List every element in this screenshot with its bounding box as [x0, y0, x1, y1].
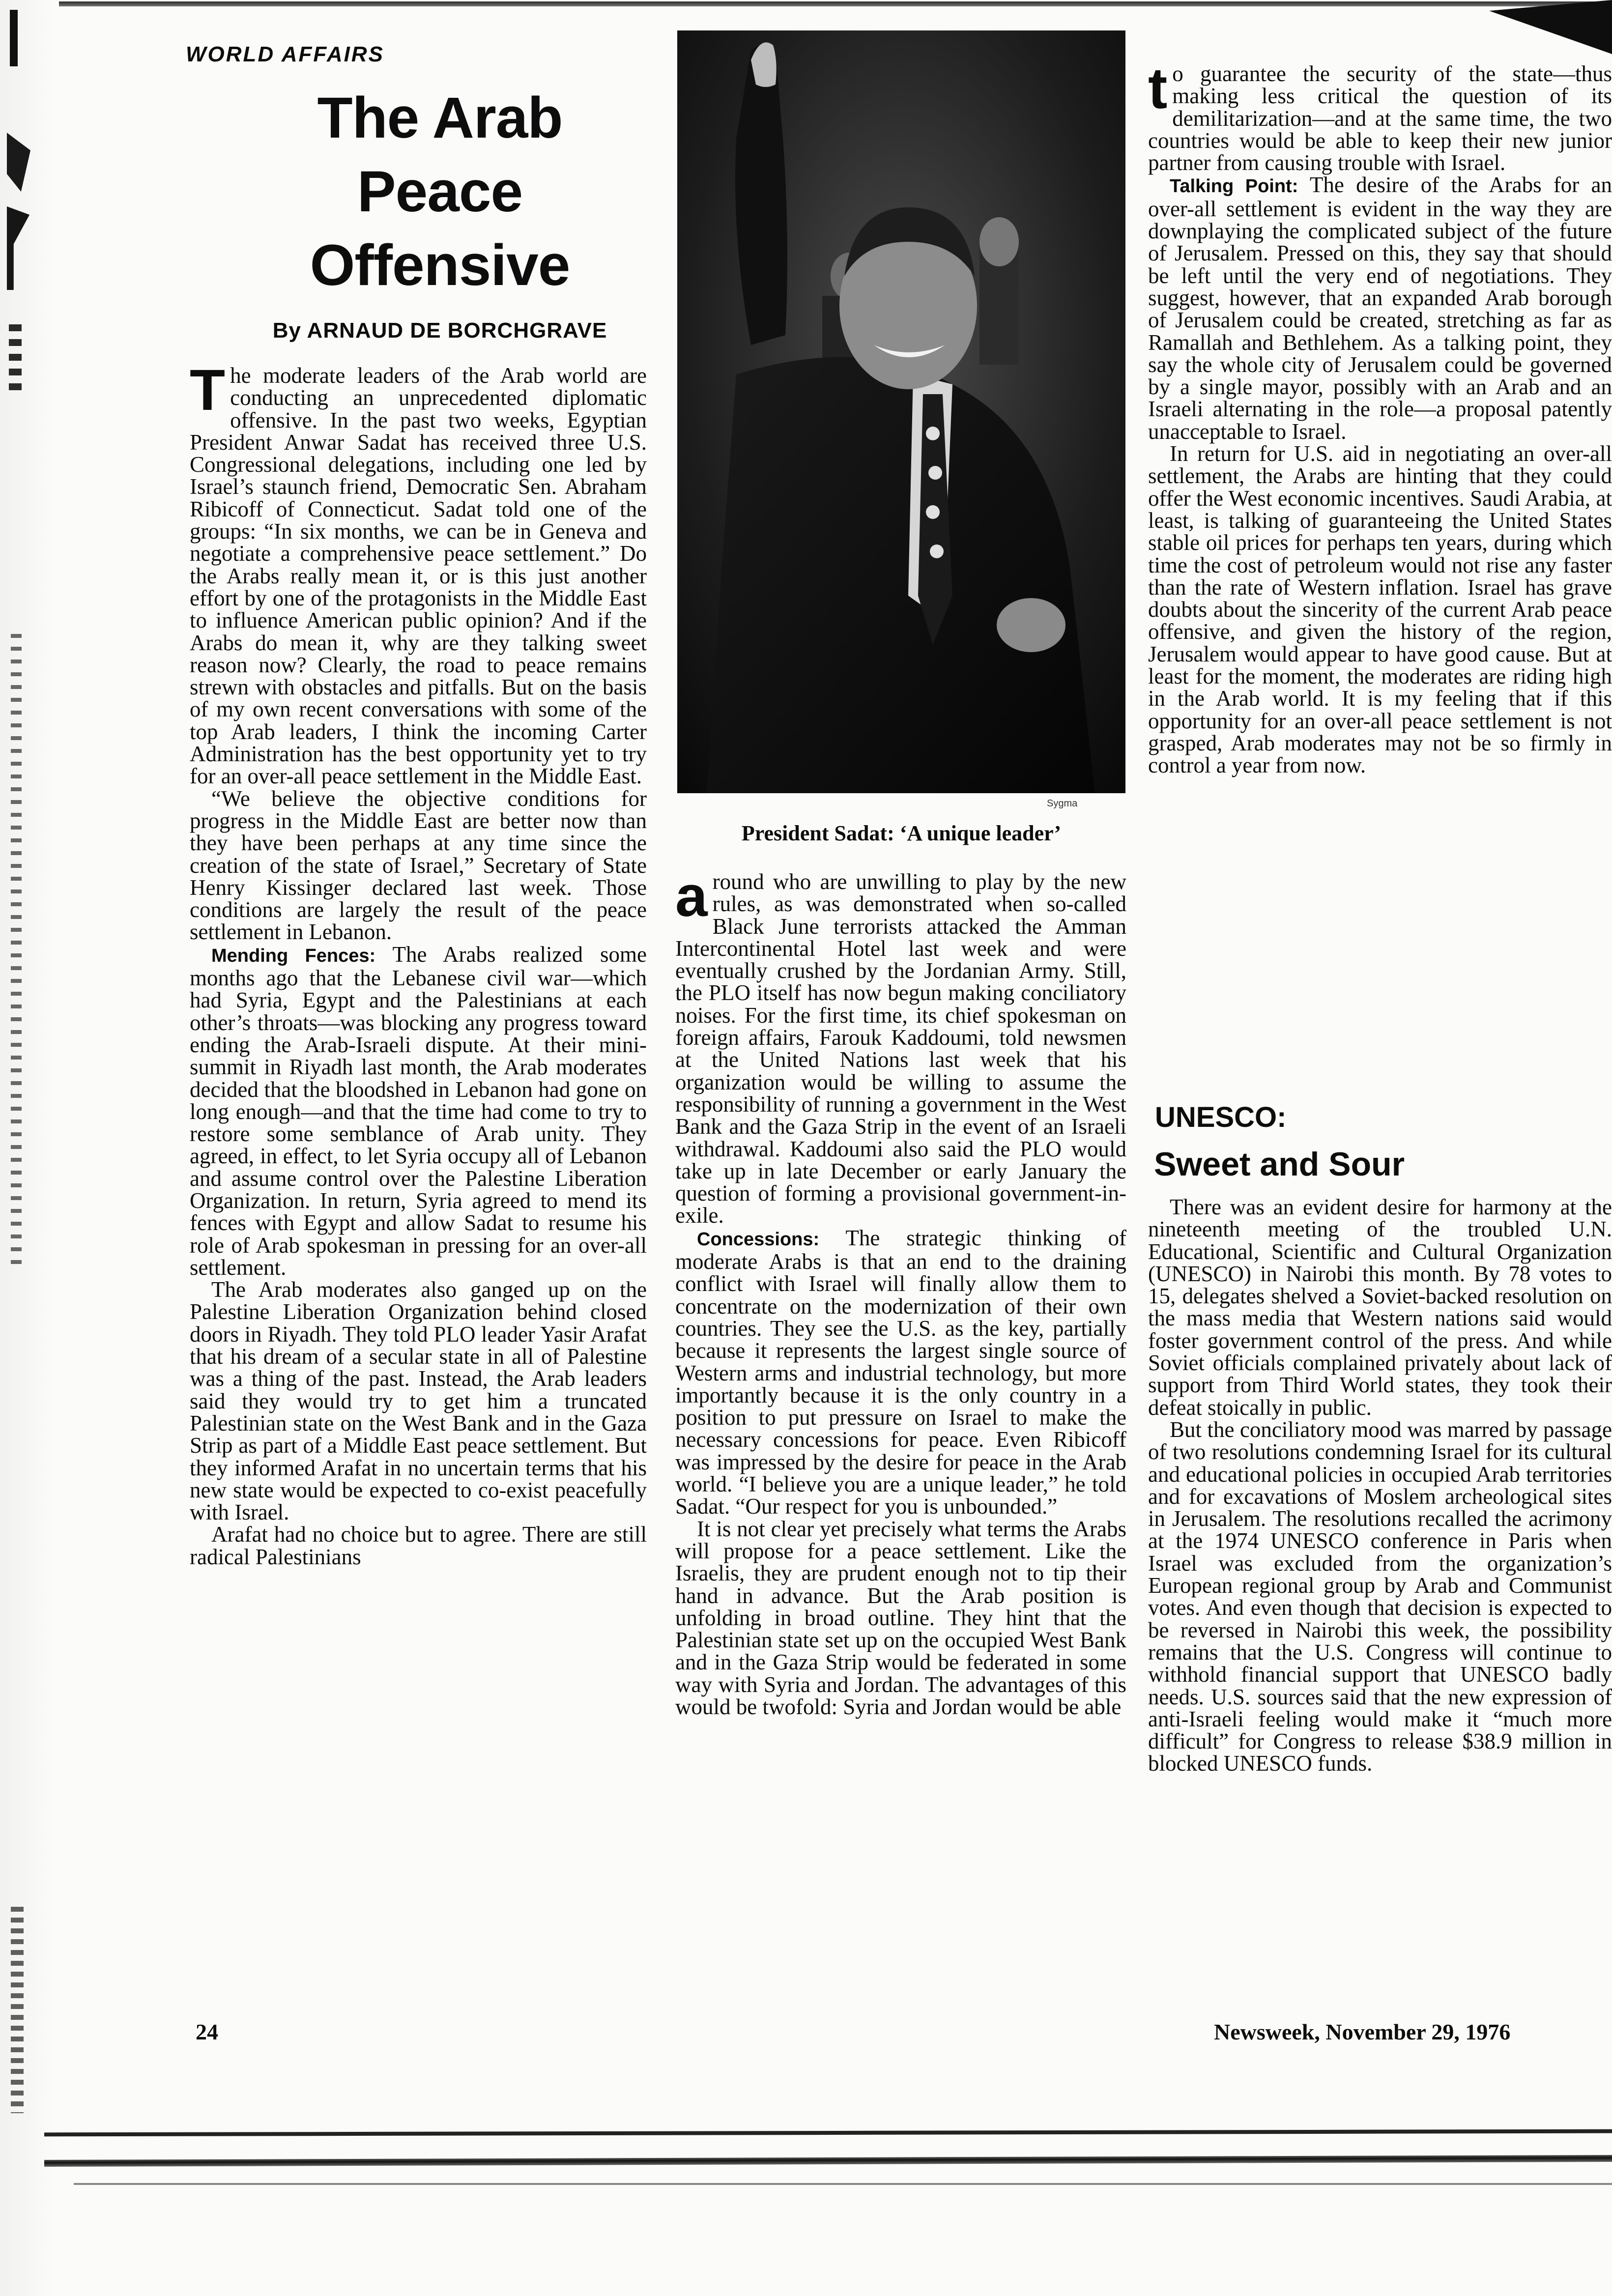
paragraph: “We believe the objective conditions for progress in the Middle East are better now than they have been perhaps at any time since the creation of the state of Israel,” Secretary of State Henry Kissinger declared last week. Those conditions are largely the result of the peace settlement in Lebanon.	[190, 786, 647, 945]
issue-line: Newsweek, November 29, 1976	[1214, 2019, 1511, 2044]
paragraph: The moderate leaders of the Arab world are conducting an unprecedented diplomatic offensive. In the past two weeks, Egyptian President Anwar Sadat has received three U.S. Congressional delegations, including one led by Israel’s staunch friend, Democratic Sen. Abraham Ribicoff of Connecticut. Sadat told one of the groups: “In six months, we can be in Geneva and negotiate a comprehensive peace settlement.” Do the Arabs really mean it, or is this just another effort by one of the protagonists in the Middle East to influence American public opinion? And if the Arabs do mean it, why are they talking sweet reason now? Clearly, the road to peace remains strewn with obstacles and pitfalls. But on the basis of my own recent conversations with some of the top Arab leaders, I think the incoming Carter Administration has the best opportunity yet to try for an over-all peace settlement in the Middle East.	[190, 365, 647, 789]
sadat-photo	[677, 30, 1125, 793]
top-border-rule	[59, 1, 1612, 6]
headline-line: The Arab	[317, 86, 563, 150]
byline: By ARNAUD DE BORCHGRAVE	[272, 318, 607, 343]
bottom-border-rule	[74, 2183, 1612, 2185]
paragraph	[1148, 174, 1612, 443]
scan-edge-mark	[9, 324, 22, 398]
paragraph-text: The desire of the Arabs for an over-all settlement is evident in the way they are downplaying the complicated subject of the future of Jerusalem. Pressed on this, they say that should be left until the very end of negotiations. They suggest, however, that an expanded Arab borough of Jerusalem could be created, stretching as far as Ramallah and Bethlehem. As a talking point, they say the whole city of Jerusalem could be governed by a single mayor, possibly with an Arab and an Israeli alternating in the role—a proposal patently unacceptable to Israel.	[1148, 172, 1612, 444]
run-in-head: Talking Point:	[1170, 176, 1298, 197]
scan-edge-mark	[11, 634, 22, 1273]
article-column-3	[1148, 63, 1612, 1061]
headline-line: Peace	[357, 159, 523, 224]
headline	[192, 81, 688, 302]
run-in-head: Concessions:	[697, 1229, 820, 1250]
section-label: WORLD AFFAIRS	[186, 42, 384, 66]
paragraph	[675, 1227, 1126, 1518]
scan-edge-mark	[11, 1907, 24, 2113]
headline-line: Offensive	[310, 233, 570, 298]
paragraph: to guarantee the security of the state—thus making less critical the question of its demilitarization—and at the same time, the two countries would be able to keep their new junior partner from causing trouble with Israel.	[1148, 63, 1612, 175]
page-number: 24	[196, 2019, 218, 2044]
photo-illustration	[677, 30, 1125, 793]
sidebar-headline: Sweet and Sour	[1154, 1146, 1405, 1183]
paragraph-text: The Arabs realized some months ago that the Lebanese civil war—which had Syria, Egypt and the Palestinians at each other’s throats—was blocking any progress toward ending the Arab-Israeli dispute. At their mini-summit in Riyadh last month, the Arab moderates decided that the bloodshed in Lebanon had gone on long enough—and that the time had come to try to restore some semblance of Arab unity. They agreed, in effect, to let Syria occupy all of Lebanon and assume control over the Palestine Liberation Organization. In return, Syria agreed to mend its fences with Egypt and allow Sadat to resume his role of Arab spokesman in pressing for an over-all settlement.	[190, 942, 647, 1280]
paragraph	[190, 944, 647, 1279]
top-corner-shadow	[1489, 0, 1612, 54]
article-column-2	[675, 871, 1126, 1968]
article-column-1	[190, 365, 647, 1968]
paragraph: The Arab moderates also ganged up on the Palestine Liberation Organization behind closed doors in Riyadh. They told PLO leader Yasir Arafat that his dream of a secular state in all of Palestine was a thing of the past. Instead, the Arab leaders said they would try to get him a truncated Palestinian state on the West Bank and in the Gaza Strip as part of a Middle East peace settlement. But they informed Arafat in no uncertain terms that his new state would be expected to co-exist peacefully with Israel.	[190, 1277, 647, 1525]
paragraph-text: The strategic thinking of moderate Arabs is that an end to the draining conflict with Israel will finally allow them to concentrate on the modernization of their own countries. They see the U.S. as the key, partially because it represents the largest single source of Western arms and industrial technology, but more importantly because it is the only country in a position to put pressure on Israel to make the necessary concessions for peace. Even Ribicoff was impressed by the desire for peace in the Arab world. “I believe you are a unique leader,” he told Sadat. “Our respect for you is unbounded.”	[675, 1225, 1126, 1519]
photo-caption: President Sadat: ‘A unique leader’	[741, 821, 1062, 845]
photo-credit: Sygma	[1047, 798, 1078, 809]
run-in-head: Mending Fences:	[211, 945, 376, 966]
paragraph: There was an evident desire for harmony at the nineteenth meeting of the troubled U.N. Educational, Scientific and Cultural Organization (UNESCO) in Nairobi this month. By 78 votes to 15, delegates shelved a Soviet-backed resolution on the mass media that Western nations said would foster government control of the press. And while Soviet officials complained privately about lack of support from Third World states, they took their defeat stoically in public.	[1148, 1196, 1612, 1420]
sidebar-kicker: UNESCO:	[1155, 1101, 1287, 1133]
scan-edge-mark	[10, 10, 18, 66]
paragraph: In return for U.S. aid in negotiating an over-all settlement, the Arabs are hinting that they could offer the West economic incentives. Saudi Arabia, at least, is talking of guaranteeing the United States stable oil prices for perhaps ten years, during which time the cost of petroleum would not rise any faster than the rate of Western inflation. Israel has grave doubts about the sincerity of the current Arab peace offensive, and given the history of the region, Jerusalem would appear to have good cause. But at least for the moment, the moderates are riding high in the Arab world. It is my feeling that if this opportunity for an over-all peace settlement is not grasped, Arab moderates may not be so firmly in control a year from now.	[1148, 441, 1612, 778]
paragraph: But the conciliatory mood was marred by passage of two resolutions condemning Israel for its cultural and educational policies in occupied Arab territories and for excavations of Moslem archeological sites in Jerusalem. The resolutions recalled the acrimony at the 1974 UNESCO conference in Paris when Israel was excluded from the organization’s European regional group by Arab and Communist votes. And even though that decision is expected to be reversed in Nairobi this week, the possibility remains that the U.S. Congress will continue to withhold financial support that UNESCO badly needs. U.S. sources said that the new expression of anti-Israeli feeling would make it “much more difficult” for Congress to release $38.9 million in blocked UNESCO funds.	[1148, 1417, 1612, 1776]
paragraph: around who are unwilling to play by the new rules, as was demonstrated when so-called Black June terrorists attacked the Amman Intercontinental Hotel last week and were eventually crushed by the Jordanian Army. Still, the PLO itself has now begun making conciliatory noises. For the first time, its chief spokesman on foreign affairs, Farouk Kaddoumi, told newsmen at the United Nations last week that his organization would be willing to assume the responsibility of running a government in the West Bank and the Gaza Strip in the event of an Israeli withdrawal. Kaddoumi also said the PLO would take up in late December or early January the question of forming a provisional government-in-exile.	[675, 871, 1126, 1228]
scan-edge-shadow	[0, 0, 54, 2296]
bottom-border-rule	[44, 2129, 1612, 2137]
sidebar-column	[1148, 1196, 1612, 1968]
paragraph: It is not clear yet precisely what terms the Arabs will propose for a peace settlement. Like the Israelis, they are prudent enough not to tip their hand in advance. But the Arab position is unfolding in broad outline. They hint that the Palestinian state set up on the occupied West Bank and in the Gaza Strip would be federated in some way with Syria and Jordan. The advantages of this would be twofold: Syria and Jordan would be able	[675, 1516, 1126, 1719]
bottom-border-rule	[44, 2155, 1612, 2167]
paragraph: Arafat had no choice but to agree. There are still radical Palestinians	[190, 1522, 647, 1569]
